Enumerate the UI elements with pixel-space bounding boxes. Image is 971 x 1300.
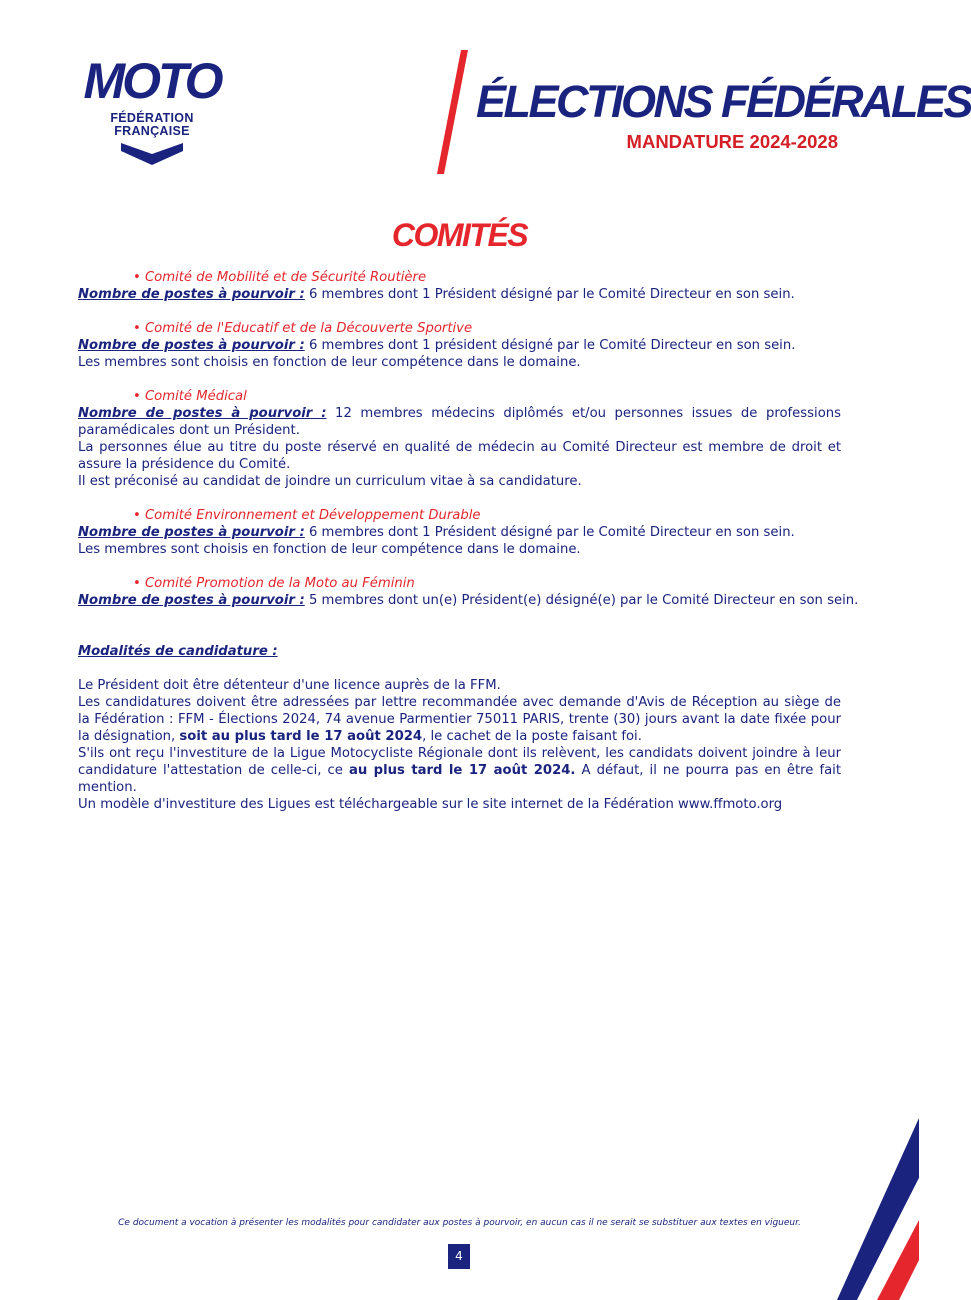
positions-text: 6 membres dont 1 président désigné par le Comité Directeur en son sein. <box>304 338 796 353</box>
modalites-p3 <box>78 745 841 796</box>
modalites-heading <box>78 643 841 660</box>
committee-4-name: • Comité Environnement et Développement Durable <box>133 508 481 523</box>
committee-5-positions <box>78 592 859 609</box>
positions-text: 5 membres dont un(e) Président(e) désigné(e) par le Comité Directeur en son sein. <box>304 593 859 608</box>
positions-label: Nombre de postes à pourvoir : <box>78 338 305 353</box>
deadline-highlight: au plus tard le 17 août 2024. <box>348 763 576 778</box>
positions-label: Nombre de postes à pourvoir : <box>78 406 327 421</box>
modalites-p1: Le Président doit être détenteur d'une licence auprès de la FFM. <box>78 678 501 693</box>
committee-5-name: • Comité Promotion de la Moto au Féminin <box>133 576 415 591</box>
positions-label: Nombre de postes à pourvoir : <box>78 593 305 608</box>
ffm-logo <box>76 55 228 170</box>
modalites-p3-end: A défaut, il ne pourra pas en être fait mention. <box>78 763 842 795</box>
tricolor-stripes-icon <box>819 1110 919 1300</box>
logo-line-2: FRANÇAISE <box>114 124 190 138</box>
elections-title: ÉLECTIONS FÉDÉRALES <box>476 76 971 127</box>
logo-line-1: FÉDÉRATION <box>110 111 194 125</box>
modalites-p4: Un modèle d'investiture des Ligues est téléchargeable sur le site internet de la Fédération www.ffmoto.org <box>78 797 783 812</box>
modalites-heading-text: Modalités de candidature : <box>78 644 278 659</box>
positions-label: Nombre de postes à pourvoir : <box>78 287 305 302</box>
committee-2-name: • Comité de l'Educatif et de la Découverte Sportive <box>133 321 473 336</box>
red-slash-icon <box>432 50 472 176</box>
positions-label: Nombre de postes à pourvoir : <box>78 525 305 540</box>
modalites-p2 <box>78 694 841 745</box>
committee-2-note: Les membres sont choisis en fonction de leur compétence dans le domaine. <box>78 355 581 370</box>
mandature-subtitle: MANDATURE 2024-2028 <box>626 131 838 152</box>
committee-4-positions <box>78 524 841 541</box>
committee-2-positions <box>78 337 841 354</box>
positions-text: 12 membres médecins diplômés et/ou personnes issues de professions paramédicales dont un Président. <box>78 406 841 438</box>
section-title: COMITÉS <box>391 217 528 253</box>
committee-4-note: Les membres sont choisis en fonction de leur compétence dans le domaine. <box>78 542 581 557</box>
logo-chevron-icon <box>121 143 183 167</box>
footer-disclaimer: Ce document a vocation à présenter les modalités pour candidater aux postes à pourvoir, en aucun cas il ne serait se substituer aux textes en vigueur. <box>118 1218 801 1228</box>
logo-word: MOTO <box>83 53 221 109</box>
deadline-highlight: soit au plus tard le 17 août 2024 <box>179 729 423 744</box>
modalites-p2-end: , le cachet de la poste faisant foi. <box>422 729 642 744</box>
modalites-p3-text: S'ils ont reçu l'investiture de la Ligue Motocycliste Régionale dont ils relèvent, les candidats doivent joindre à leur candidature l'attestation de celle-ci, ce <box>78 746 841 778</box>
positions-text: 6 membres dont 1 Président désigné par le Comité Directeur en son sein. <box>304 287 795 302</box>
modalites-p2-text: Les candidatures doivent être adressées par lettre recommandée avec demande d'Avis de Réception au siège de la Fédération : FFM - Élections 2024, 74 avenue Parmentier 75011 PARIS, trente (30) jours avant la date fixée pour la désignation, <box>78 695 841 744</box>
committee-3-note-1: La personnes élue au titre du poste réservé en qualité de médecin au Comité Directeur est membre de droit et assure la présidence du Comité. <box>78 440 841 472</box>
committee-3-name: • Comité Médical <box>133 389 247 404</box>
positions-text: 6 membres dont 1 Président désigné par le Comité Directeur en son sein. <box>304 525 795 540</box>
committee-1-name: • Comité de Mobilité et de Sécurité Routière <box>133 270 427 285</box>
page-number: 4 <box>448 1244 470 1269</box>
committee-3-note-2: Il est préconisé au candidat de joindre un curriculum vitae à sa candidature. <box>78 474 582 489</box>
committee-3-positions <box>78 405 841 439</box>
committee-1-positions <box>78 286 841 303</box>
